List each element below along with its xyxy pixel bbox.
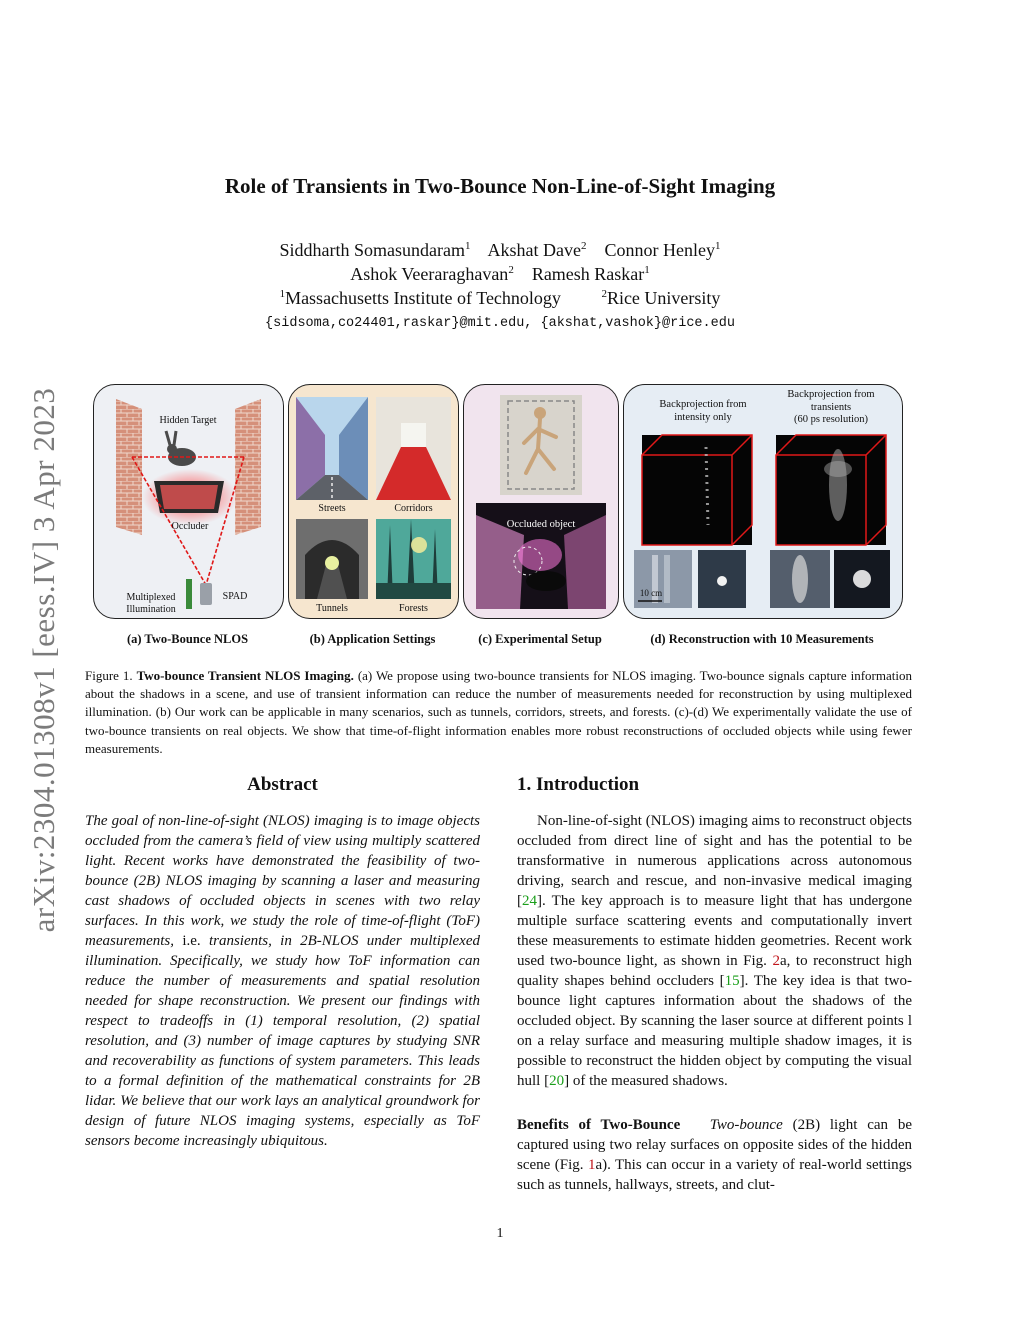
abstract-text-2: transients, in 2B-NLOS under multiplexed illumination. Specifically, we study how ToF information can reduce the number of measurements and spatial resolution needed for shape reconstruction. We present our findings with respect to tradeoffs in (1) temporal resolution, (2) spatial resolution, and (3) number of image captures by studying SNR and recoverability as functions of system parameters. This leads to a formal definition of the mathematical constraints for 2B lidar. We believe that our work lays an analytical groundwork for design of future NLOS imaging systems, especially as ToF sensors become increasingly ubiquitous. [85,933,481,1149]
figure-panel-d [623,384,903,619]
benefits-heading: Benefits of Two-Bounce [517,1117,681,1133]
abstract-body [85,811,480,1151]
intro-text: a, to reconstruct high quality shapes behind occluders [ [517,953,912,989]
figure-ref-2[interactable]: 2 [772,953,780,969]
spad-sensor-icon [200,583,212,605]
author-name: Akshat Dave [487,240,581,260]
intensity-slice-1 [634,550,692,608]
abstract-text-1: The goal of non-line-of-sight (NLOS) imaging is to image objects occluded from the camera’s field of view using multiply scattered light. Recent works have demonstrated the feasibility of two-bounce (2B) NLOS imaging by scanning a laser and measuring cast shadows of occluded objects in scenes with two relay surfaces. In this work, we study the role of time-of-flight (ToF) measurements, [85,813,480,949]
figure-panel-b [288,384,459,619]
experimental-setup-photos [464,385,618,618]
affiliation-line [0,288,1000,309]
author-affil: 1 [714,240,721,252]
figure-ref-1[interactable]: 1 [587,1157,596,1173]
author-name: Ashok Veeraraghavan [350,264,509,284]
right-relay-wall [235,399,261,535]
abstract-ie: i.e. [182,933,201,949]
figure-caption-title: Two-bounce Transient NLOS Imaging. [136,668,354,683]
figure-caption [85,667,912,758]
arxiv-stamp-text: arXiv:2304.01308v1 [eess.IV] 3 Apr 2023 [26,387,61,933]
author-affil: 2 [508,264,514,276]
author-emails: {sidsoma,co24401,raskar}@mit.edu, {akshat,vashok}@rice.edu [265,316,735,331]
introduction-paragraph-1 [517,811,912,1091]
author-affil: 2 [581,240,587,252]
figure-panel-a [93,384,284,619]
intro-text: ]. The key approach is to measure light that has undergone multiple surface scattering events and computationally invert these measurements to estimate hidden geometries. Recent work used two-bounce light, as shown in Fig. [517,893,912,969]
label-illum-line-2: Illumination [126,604,176,615]
intro-text: Non-line-of-sight (NLOS) imaging aims to reconstruct objects occluded from direct line of sight and has the potential to be transformative in numerous applications across autonomous driving, search and rescue, and non-invasive medical imaging [ [517,813,912,909]
label-intensity-line-1: Backprojection from [659,399,747,410]
author-name: Connor Henley [604,240,715,260]
affiliation-rice: Rice University [606,288,721,308]
figure-caption-text: (a) We propose using two-bounce transients for NLOS imaging. Two-bounce signals capture information about the shadows in a scene, and use of transient information can reduce the number of measurements needed for reconstruction by using multiplexed illumination. (b) Our work can be applicable in many scenarios, such as tunnels, corridors, streets, and forests. (c)-(d) We experimentally validate the use of two-bounce transients on real objects. We show that time-of-flight information enables more robust reconstructions of occluded objects while using fewer measurements. [85,668,912,756]
affil-num: 2 [601,288,607,300]
label-forests: Forests [399,603,428,614]
author-line-2 [0,264,1000,285]
figure-panel-c [463,384,619,619]
page-number: 1 [496,1226,504,1241]
subcaption-d: (d) Reconstruction with 10 Measurements [650,632,874,646]
label-occluder: Occluder [171,521,209,532]
application-settings-thumbnails [289,385,458,618]
introduction-paragraph-2 [517,1115,912,1195]
label-transient-backprojection [770,389,892,427]
introduction-heading: 1. Introduction [517,774,640,795]
citation-15[interactable]: 15 [724,973,740,989]
citation-20[interactable]: 20 [549,1073,565,1089]
affil-num: 1 [279,288,286,300]
label-trans-line-1: Backprojection from [787,389,875,400]
label-intensity-line-2: intensity only [674,411,732,423]
label-spad: SPAD [222,591,248,602]
author-affil: 1 [465,240,471,252]
subcaption-a: (a) Two-Bounce NLOS [126,632,249,646]
label-tunnels: Tunnels [316,603,348,614]
figure-label: Figure 1. [85,668,133,683]
intro-text: a). This can occur in a variety of real-world settings such as tunnels, hallways, streets, and clut- [517,1157,912,1193]
citation-24[interactable]: 24 [522,893,537,909]
label-hidden-target: Hidden Target [159,415,217,426]
intro-text: (2B) light can be captured using two relay surfaces on opposite sides of the hidden scene (Fig. [517,1117,913,1173]
label-occluded-object: Occluded object [506,519,576,530]
two-bounce-term: Two-bounce [709,1117,783,1133]
subcaption-c: (c) Experimental Setup [478,632,602,646]
intro-text: ] of the measured shadows. [564,1073,728,1089]
left-relay-wall [116,399,142,535]
author-name: Ramesh Raskar [531,264,645,284]
author-line-1 [0,240,1000,261]
paper-title: Role of Transients in Two-Bounce Non-Line-of-Sight Imaging [224,174,776,198]
author-affil: 1 [644,264,650,276]
label-streets: Streets [318,503,346,514]
label-illum-line-1: Multiplexed [126,592,176,603]
label-scale: 10 cm [639,588,663,598]
label-trans-line-2: transients [810,401,852,413]
subcaption-b: (b) Application Settings [309,632,436,646]
author-name: Siddharth Somasundaram [279,240,465,260]
abstract-heading: Abstract [247,774,318,795]
label-trans-line-3: (60 ps resolution) [793,414,869,426]
label-corridors: Corridors [394,503,433,514]
illumination-source-icon [186,579,192,609]
label-intensity-backprojection [642,399,764,424]
label-multiplexed-illumination [116,592,186,616]
affiliation-mit: Massachusetts Institute of Technology [285,288,561,308]
intro-text: ]. The key idea is that two-bounce light captures information about the shadows of the occluded object. By scanning the laser source at different points l on a relay surface and measuring multiple shadow images, it is possible to reconstruct the hidden object by computing the visual hull [ [517,973,912,1089]
arxiv-stamp [14,360,74,960]
